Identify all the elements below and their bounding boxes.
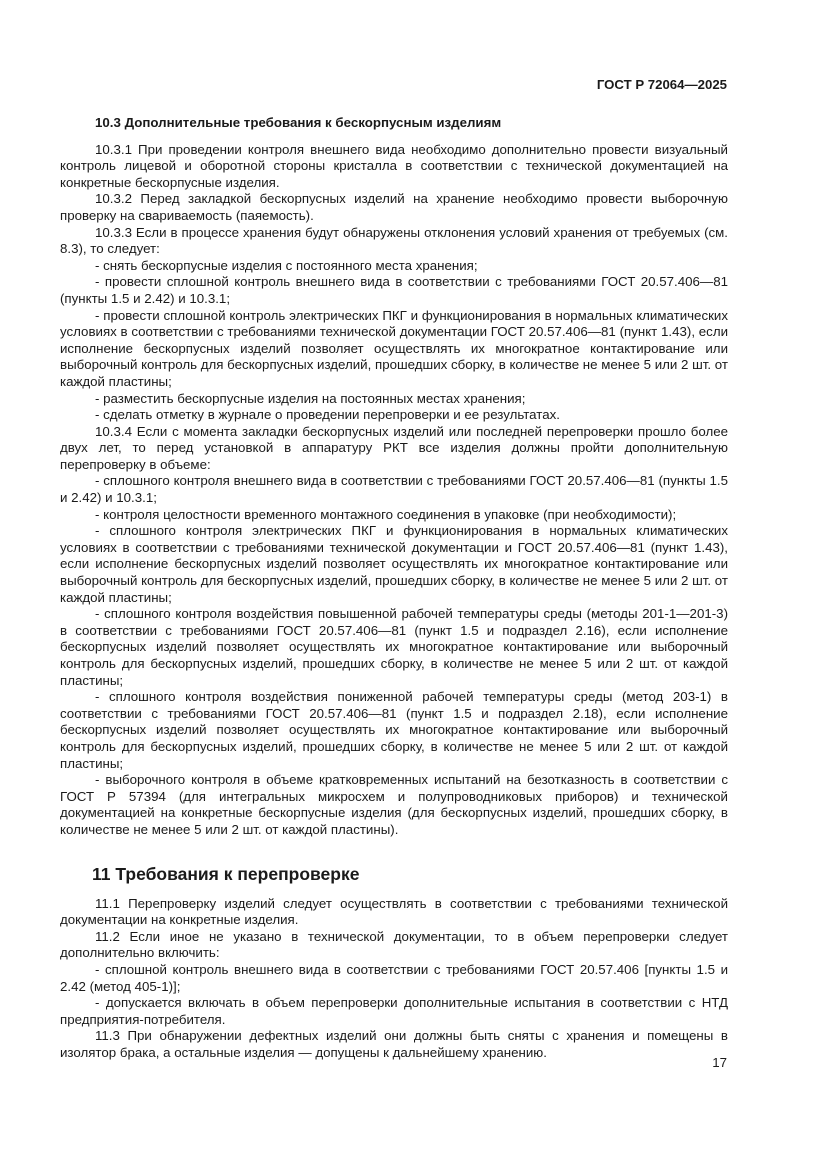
list-item: - разместить бескорпусные изделия на постоянных местах хранения; — [95, 390, 526, 406]
list-item: - сплошного контроля воздействия повышенной рабочей температуры среды (методы 201-1—201-3) в соответствии с требованиями ГОСТ 20.57.406—81 (пункт 1.5 и подраздел 2.16), если исполнение бескорпусных изделий позволяет осуществлять их многократное контактирование или выборочный контроль для бескорпусных изделий, прошедших сборку, в количестве не менее 5 или 2 шт. от каждой пластины; — [60, 606, 728, 688]
paragraph: 10.3.3 Если в процессе хранения будут обнаружены отклонения условий хранения от требуемых (см. 8.3), то следует: — [60, 224, 728, 257]
paragraph: 10.3.4 Если с момента закладки бескорпусных изделий или последней перепроверки прошло более двух лет, то перед установкой в аппаратуру РКТ все изделия должны пройти дополнительную перепроверку в объеме: — [60, 423, 728, 472]
paragraph: 11.3 При обнаружении дефектных изделий они должны быть сняты с хранения и помещены в изолятор брака, а остальные изделия — допущены к дальнейшему хранению. — [60, 1028, 728, 1060]
list-item: - снять бескорпусные изделия с постоянного места хранения; — [95, 257, 478, 273]
standard-header: ГОСТ Р 72064—2025 — [596, 77, 727, 92]
section-10-3-body — [60, 142, 728, 839]
section-11-body — [60, 896, 728, 1062]
list-item: - контроля целостности временного монтажного соединения в упаковке (при необходимости); — [95, 506, 677, 522]
list-item: - сделать отметку в журнале о проведении перепроверки и ее результатах. — [95, 407, 560, 423]
list-item: - сплошного контроля воздействия пониженной рабочей температуры среды (метод 203-1) в соответствии с требованиями ГОСТ 20.57.406—81 (пункт 1.5 и подраздел 2.18), если исполнение бескорпусных изделий позволяет осуществлять их многократное контактирование или выборочный контроль для бескорпусных изделий, прошедших сборку, в количестве не менее 5 или 2 шт. от каждой пластины; — [60, 689, 728, 771]
list-item: - допускается включать в объем перепроверки дополнительные испытания в соответствии с НТД предприятия-потребителя. — [60, 995, 728, 1027]
list-item: - провести сплошной контроль электрических ПКГ и функционирования в нормальных климатических условиях в соответствии с требованиями технической документации ГОСТ 20.57.406—81 (пункт 1.43), если исполнение бескорпусных изделий позволяет осуществлять их многократное контактирование или выборочный контроль для бескорпусных изделий, прошедших сборку, в количестве не менее 5 или 2 шт. от каждой пластины; — [60, 307, 728, 389]
paragraph: 11.2 Если иное не указано в технической документации, то в объем перепроверки следует дополнительно включить: — [60, 928, 728, 961]
list-item: - сплошного контроля электрических ПКГ и функционирования в нормальных климатических условиях в соответствии с требованиями технической документации и ГОСТ 20.57.406—81 (пункт 1.43), если исполнение бескорпусных изделий позволяет осуществлять их многократное контактирование или выборочный контроль для бескорпусных изделий, прошедших сборку, в количестве не менее 5 или 2 шт. от каждой пластины; — [60, 523, 728, 605]
document-body — [60, 115, 728, 1061]
paragraph: 11.1 Перепроверку изделий следует осуществлять в соответствии с требованиями технической документации на конкретные изделия. — [60, 895, 728, 928]
subsection-heading-10-3: 10.3 Дополнительные требования к бескорпусным изделиям — [95, 115, 502, 130]
list-item: - сплошного контроля внешнего вида в соответствии с требованиями ГОСТ 20.57.406—81 (пункты 1.5 и 2.42) и 10.3.1; — [60, 473, 728, 506]
paragraph: 10.3.1 При проведении контроля внешнего вида необходимо дополнительно провести визуальный контроль лицевой и оборотной стороны кристалла в соответствии с технической документацией на конкретные бескорпусные изделия. — [60, 141, 728, 190]
list-item: - сплошной контроль внешнего вида в соответствии с требованиями ГОСТ 20.57.406 [пункты 1.5 и 2.42 (метод 405-1)]; — [60, 961, 728, 994]
section-heading-11: 11 Требования к перепроверке — [92, 863, 360, 884]
list-item: - провести сплошной контроль внешнего вида в соответствии с требованиями ГОСТ 20.57.406—81 (пункты 1.5 и 2.42) и 10.3.1; — [60, 274, 728, 306]
list-item: - выборочного контроля в объеме кратковременных испытаний на безотказность в соответствии с ГОСТ Р 57394 (для интегральных микросхем и полупроводниковых приборов) и технической документацией на конкретные бескорпусные изделия (для бескорпусных изделий, прошедших сборку, в количестве не менее 5 или 2 шт. от каждой пластины). — [60, 772, 728, 837]
paragraph: 10.3.2 Перед закладкой бескорпусных изделий на хранение необходимо провести выборочную проверку на свариваемость (паяемость). — [60, 191, 728, 223]
page-number: 17 — [712, 1055, 727, 1070]
